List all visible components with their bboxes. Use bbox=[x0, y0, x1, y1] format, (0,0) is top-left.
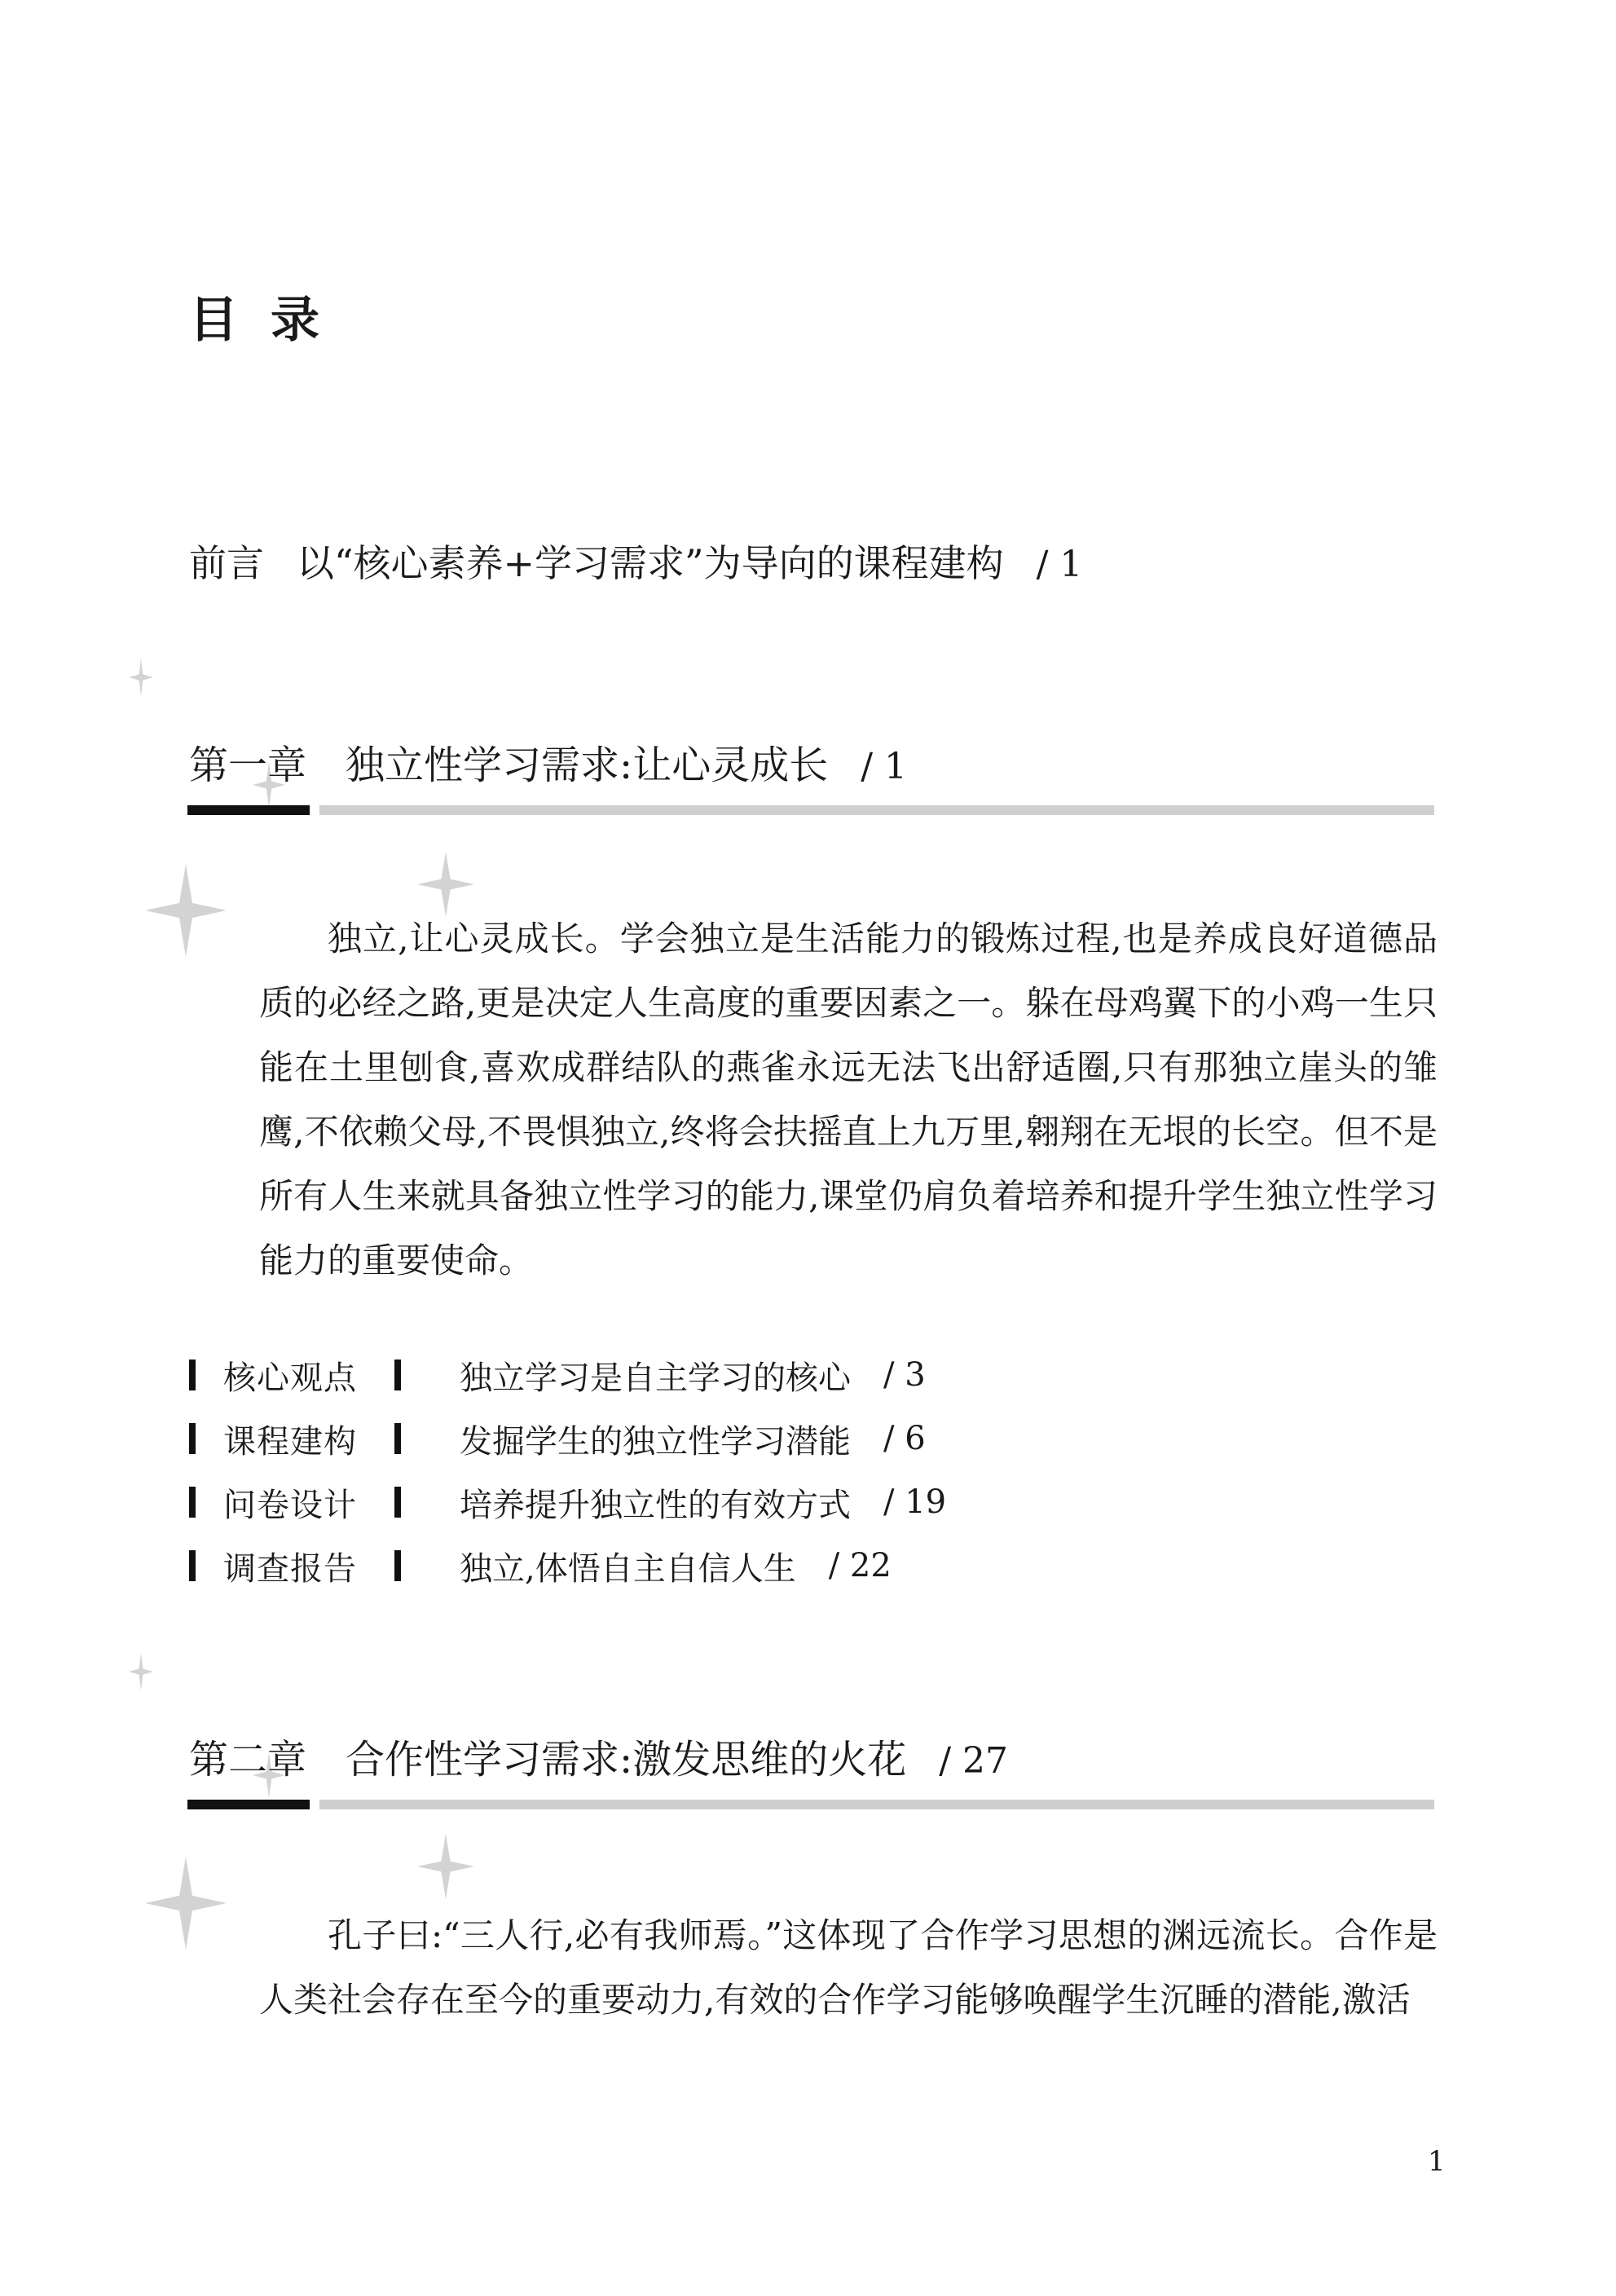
chapter-intro-paragraph: 孔子曰:“三人行,必有我师焉。”这体现了合作学习思想的渊远流长。合作是人类社会存在至今的重要动力,有效的合作学习能够唤醒学生沉睡的潜能,激活 bbox=[259, 1915, 1438, 2020]
page-title: 目录 bbox=[189, 292, 352, 349]
toc-section-entry[interactable] bbox=[189, 1470, 1248, 1534]
chapter-divider-accent bbox=[187, 1800, 310, 1809]
bar-marker-icon bbox=[394, 1423, 401, 1454]
section-title: 独立学习是自主学习的核心 bbox=[460, 1359, 851, 1397]
toc-section-entry[interactable] bbox=[189, 1407, 1248, 1470]
chapter-intro-paragraph: 独立,让心灵成长。学会独立是生活能力的锻炼过程,也是养成良好道德品质的必经之路,更是决定人生高度的重要因素之一。躲在母鸡翼下的小鸡一生只能在土里刨食,喜欢成群结队的燕雀永远无法飞出舒适圈,只有那独立崖头的雏鹰,不依赖父母,不畏惧独立,终将会扶摇直上九万里,翱翔在无垠的长空。但不是所有人生来就具备独立性学习的能力,课堂仍肩负着培养和提升学生独立性学习能力的重要使命。 bbox=[259, 919, 1438, 1280]
chapter-divider-accent bbox=[187, 805, 310, 815]
chapter-page: / 1 bbox=[861, 746, 908, 787]
section-title: 独立,体悟自主自信人生 bbox=[460, 1549, 796, 1588]
toc-section-entry[interactable] bbox=[189, 1343, 1248, 1407]
chapter-1-section-list bbox=[189, 1343, 1248, 1598]
bar-marker-icon bbox=[394, 1487, 401, 1518]
preface-label: 前言 bbox=[189, 541, 264, 585]
chapter-divider bbox=[319, 1800, 1434, 1809]
chapter-number: 第二章 bbox=[189, 1737, 307, 1783]
toc-preface-entry[interactable] bbox=[189, 534, 1082, 588]
chapter-title: 独立性学习需求:让心灵成长 bbox=[346, 743, 829, 788]
chapter-number: 第一章 bbox=[189, 743, 307, 788]
section-page: / 3 bbox=[883, 1356, 926, 1394]
bar-marker-icon bbox=[189, 1487, 196, 1518]
section-category: 课程建构 bbox=[223, 1422, 357, 1461]
preface-title: 以“核心素养+学习需求”为导向的课程建构 bbox=[297, 541, 1004, 585]
sparkle-decoration bbox=[417, 1834, 474, 1899]
sparkle-decoration bbox=[145, 864, 227, 957]
bar-marker-icon bbox=[189, 1423, 196, 1454]
toc-section-entry[interactable] bbox=[189, 1534, 1248, 1598]
sparkle-decoration bbox=[129, 659, 153, 696]
sparkle-decoration bbox=[145, 1857, 227, 1950]
chapter-title: 合作性学习需求:激发思维的火花 bbox=[346, 1737, 907, 1783]
bar-marker-icon bbox=[189, 1550, 196, 1581]
section-category: 调查报告 bbox=[223, 1549, 357, 1588]
page-number: 1 bbox=[1428, 2145, 1446, 2178]
section-title: 发掘学生的独立性学习潜能 bbox=[460, 1422, 851, 1461]
section-page: / 19 bbox=[883, 1483, 947, 1521]
chapter-page: / 27 bbox=[939, 1740, 1009, 1782]
bar-marker-icon bbox=[394, 1360, 401, 1390]
sparkle-decoration bbox=[129, 1653, 153, 1690]
section-page: / 6 bbox=[883, 1420, 926, 1457]
bar-marker-icon bbox=[189, 1360, 196, 1390]
section-page: / 22 bbox=[828, 1547, 892, 1584]
toc-chapter-2-entry[interactable] bbox=[189, 1728, 1008, 1784]
chapter-divider bbox=[319, 805, 1434, 815]
bar-marker-icon bbox=[394, 1550, 401, 1581]
section-category: 问卷设计 bbox=[223, 1486, 357, 1524]
section-category: 核心观点 bbox=[223, 1359, 357, 1397]
preface-page: / 1 bbox=[1036, 544, 1083, 585]
section-title: 培养提升独立性的有效方式 bbox=[460, 1486, 851, 1524]
toc-chapter-1-entry[interactable] bbox=[189, 734, 907, 790]
